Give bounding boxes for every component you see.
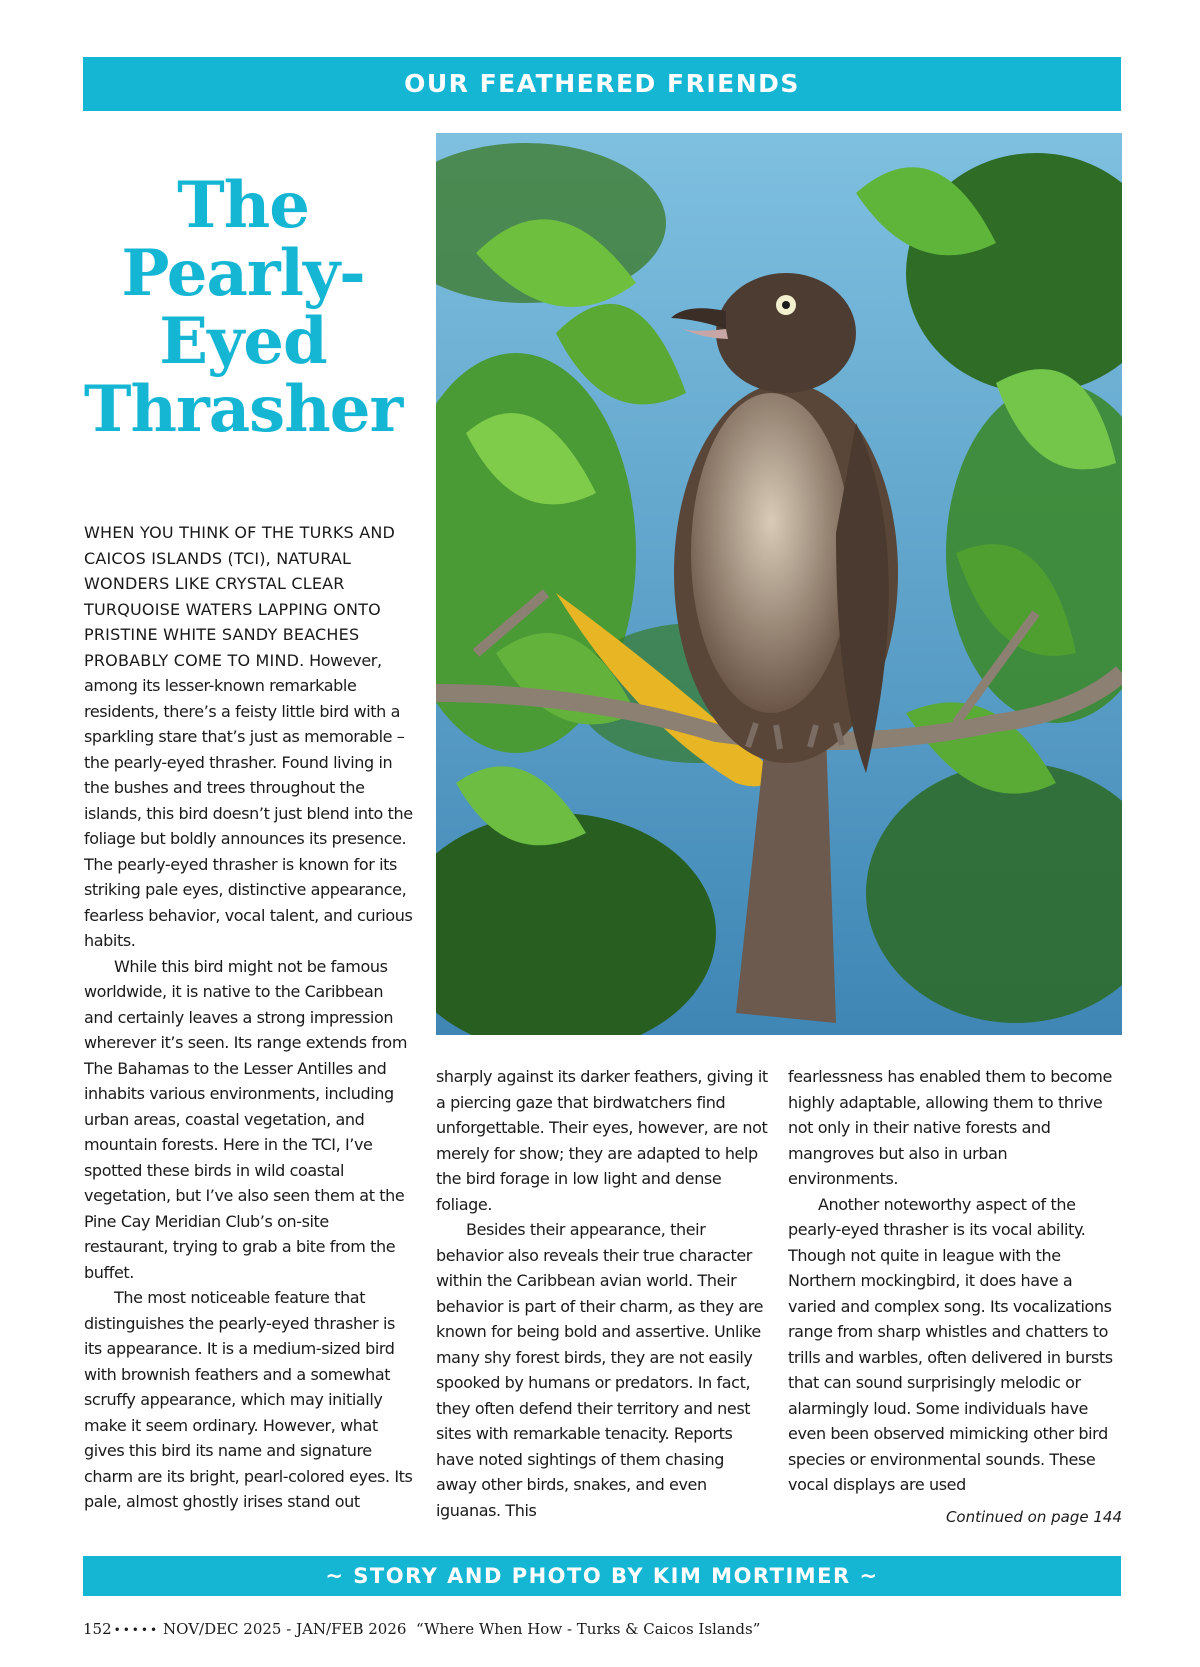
article-column-3 (788, 1064, 1122, 1498)
title-line: The (177, 168, 309, 243)
continued-note: Continued on page 144 (945, 1508, 1122, 1526)
title-line: Thrasher (83, 372, 403, 447)
paragraph: Besides their appearance, their behavior also reveals their true character within the Caribbean avian world. Their behavior is part of their charm, as they are known for being bold and assertive. Unlike many shy forest birds, they are not easily spooked by humans or predators. In fact, they often defend their territory and nest sites with remarkable tenacity. Reports have noted sightings of them chasing away other birds, snakes, and even iguanas. This (436, 1220, 764, 1520)
paragraph: The most noticeable feature that distinguishes the pearly-eyed thrasher is its appearance. It is a medium-sized bird with brownish feathers and a somewhat scruffy appearance, which may initially make it seem ordinary. However, what gives this bird its name and signature charm are its bright, pearl-colored eyes. Its pale, almost ghostly irises stand out (84, 1288, 413, 1511)
footer-dots: ••••• (113, 1623, 160, 1637)
section-banner (83, 57, 1121, 111)
page-number: 152 (83, 1620, 112, 1638)
title-line: Eyed (159, 304, 327, 379)
page-footer (83, 1620, 760, 1638)
title-line: Pearly- (121, 236, 365, 311)
issue-date: NOV/DEC 2025 - JAN/FEB 2026 (163, 1620, 407, 1638)
paragraph: While this bird might not be famous worldwide, it is native to the Caribbean and certainly leaves a strong impression wherever it’s seen. Its range extends from The Bahamas to the Lesser Antilles and inhabits various environments, including urban areas, coastal vegetation, and mountain forests. Here in the TCI, I’ve spotted these birds in wild coastal vegetation, but I’ve also seen them at the Pine Cay Meridian Club’s on-site restaurant, trying to grab a bite from the buffet. (84, 956, 408, 1282)
paragraph: sharply against its darker feathers, giving it a piercing gaze that birdwatchers find unforgettable. Their eyes, however, are not merely for show; they are adapted to help the bird forage in low light and dense foliage. (436, 1067, 768, 1214)
paragraph: Another noteworthy aspect of the pearly-eyed thrasher is its vocal ability. Though not quite in league with the Northern mockingbird, it does have a varied and complex song. Its vocalizations range from sharp whistles and chatters to trills and warbles, often delivered in bursts that can sound surprisingly melodic or alarmingly loud. Some individuals have even been observed mimicking other bird species or environmental sounds. These vocal displays are used (788, 1194, 1113, 1494)
section-label: OUR FEATHERED FRIENDS (404, 69, 800, 98)
thrasher-illustration (436, 133, 1122, 1035)
credit-text: ~ STORY AND PHOTO BY KIM MORTIMER ~ (325, 1564, 879, 1588)
lead-in: WHEN YOU THINK OF THE TURKS AND CAICOS ISLANDS (TCI), NATURAL WONDERS LIKE CRYSTAL CLEAR TURQUOISE WATERS LAPPING ONTO PRISTINE WHITE SANDY BEACHES PROBABLY COME TO MIND. (84, 523, 396, 670)
paragraph: fearlessness has enabled them to become highly adaptable, allowing them to thrive not only in their native forests and mangroves but also in urban environments. (788, 1067, 1112, 1188)
article-column-2 (436, 1064, 768, 1523)
article-title (83, 168, 403, 447)
paragraph (84, 520, 414, 954)
article-column-1 (84, 520, 414, 1515)
credit-banner (83, 1556, 1121, 1596)
publication-name: “Where When How - Turks & Caicos Islands” (415, 1620, 761, 1638)
bird-photo (436, 133, 1122, 1035)
paragraph-text: However, among its lesser-known remarkable residents, there’s a feisty little bird with a sparkling stare that’s just as memorable – the pearly-eyed thrasher. Found living in the bushes and trees throughout the islands, this bird doesn’t just blend into the foliage but boldly announces its presence. The pearly-eyed thrasher is known for its striking pale eyes, distinctive appearance, fearless behavior, vocal talent, and curious habits. (84, 650, 413, 950)
